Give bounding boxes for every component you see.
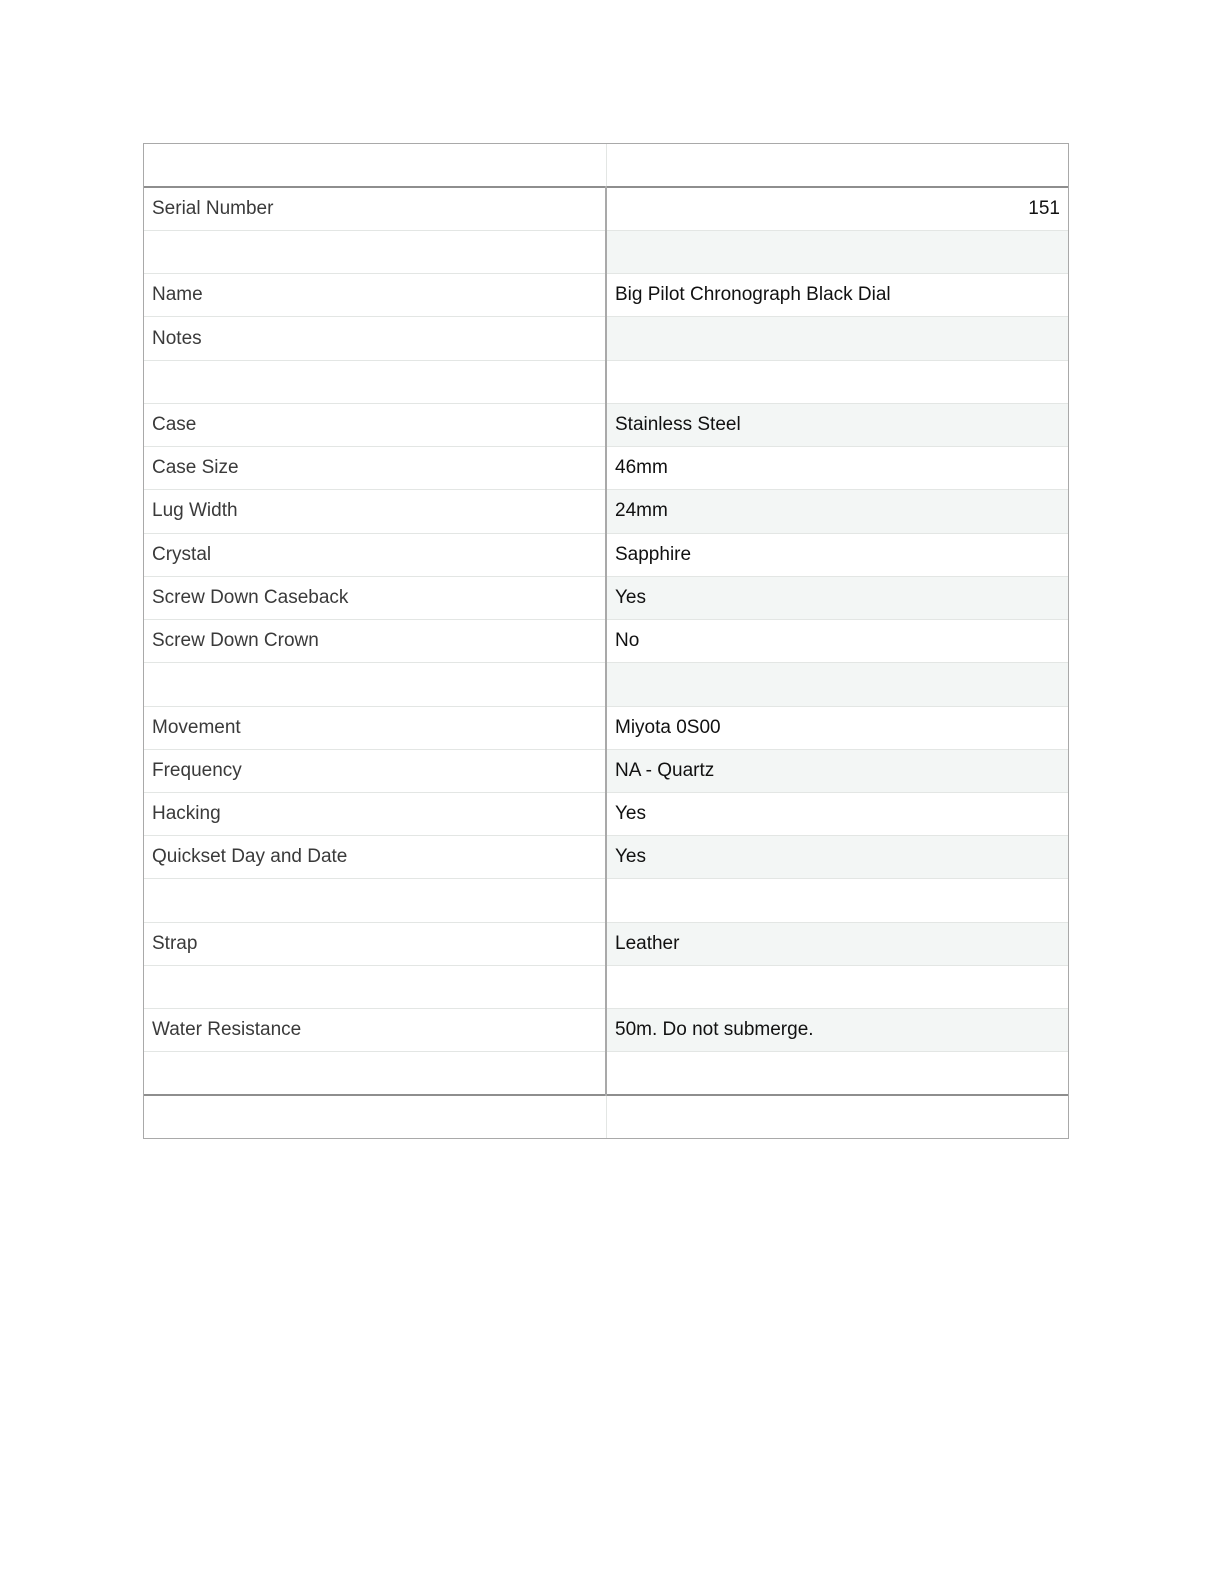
row-value: Stainless Steel (606, 403, 1068, 446)
row-label (144, 360, 606, 403)
table-header-row (144, 144, 1068, 187)
row-value: Yes (606, 576, 1068, 619)
row-label: Quickset Day and Date (144, 836, 606, 879)
row-label: Screw Down Caseback (144, 576, 606, 619)
row-value (606, 879, 1068, 922)
table-row (144, 1052, 1068, 1095)
row-label: Frequency (144, 749, 606, 792)
table-row (144, 706, 1068, 749)
row-value: NA - Quartz (606, 749, 1068, 792)
row-label (144, 1095, 606, 1138)
row-value: Big Pilot Chronograph Black Dial (606, 274, 1068, 317)
row-value: 24mm (606, 490, 1068, 533)
row-label: Serial Number (144, 187, 606, 230)
row-label (144, 965, 606, 1008)
table-row (144, 230, 1068, 273)
row-label (144, 879, 606, 922)
watch-spec-sheet (143, 143, 1069, 1139)
row-label: Case Size (144, 447, 606, 490)
table-row (144, 447, 1068, 490)
row-value (606, 317, 1068, 360)
row-label (144, 1052, 606, 1095)
row-label (144, 230, 606, 273)
spec-table-body (144, 144, 1068, 1138)
row-value: Yes (606, 836, 1068, 879)
table-row (144, 187, 1068, 230)
row-label: Lug Width (144, 490, 606, 533)
table-row (144, 490, 1068, 533)
table-row (144, 403, 1068, 446)
table-row (144, 317, 1068, 360)
row-value: Sapphire (606, 533, 1068, 576)
row-label: Name (144, 274, 606, 317)
row-value: Leather (606, 922, 1068, 965)
row-value (606, 230, 1068, 273)
table-row (144, 533, 1068, 576)
spec-table (144, 144, 1068, 1138)
row-label: Hacking (144, 793, 606, 836)
row-label: Crystal (144, 533, 606, 576)
table-row (144, 620, 1068, 663)
table-row (144, 274, 1068, 317)
row-value: Miyota 0S00 (606, 706, 1068, 749)
row-label: Case (144, 403, 606, 446)
table-row (144, 965, 1068, 1008)
row-value (606, 144, 1068, 187)
row-value (606, 663, 1068, 706)
table-row (144, 836, 1068, 879)
table-row (144, 922, 1068, 965)
row-value: No (606, 620, 1068, 663)
table-row (144, 663, 1068, 706)
row-label: Water Resistance (144, 1009, 606, 1052)
table-row (144, 879, 1068, 922)
table-row (144, 793, 1068, 836)
row-label: Screw Down Crown (144, 620, 606, 663)
table-row (144, 360, 1068, 403)
row-label: Movement (144, 706, 606, 749)
row-label: Notes (144, 317, 606, 360)
row-value: Yes (606, 793, 1068, 836)
row-value (606, 1095, 1068, 1138)
row-value: 151 (606, 187, 1068, 230)
row-value: 46mm (606, 447, 1068, 490)
table-footer-row (144, 1095, 1068, 1138)
row-label: Strap (144, 922, 606, 965)
table-row (144, 1009, 1068, 1052)
row-label (144, 663, 606, 706)
row-value (606, 360, 1068, 403)
table-row (144, 576, 1068, 619)
row-value: 50m. Do not submerge. (606, 1009, 1068, 1052)
row-value (606, 965, 1068, 1008)
table-row (144, 749, 1068, 792)
row-value (606, 1052, 1068, 1095)
row-label (144, 144, 606, 187)
